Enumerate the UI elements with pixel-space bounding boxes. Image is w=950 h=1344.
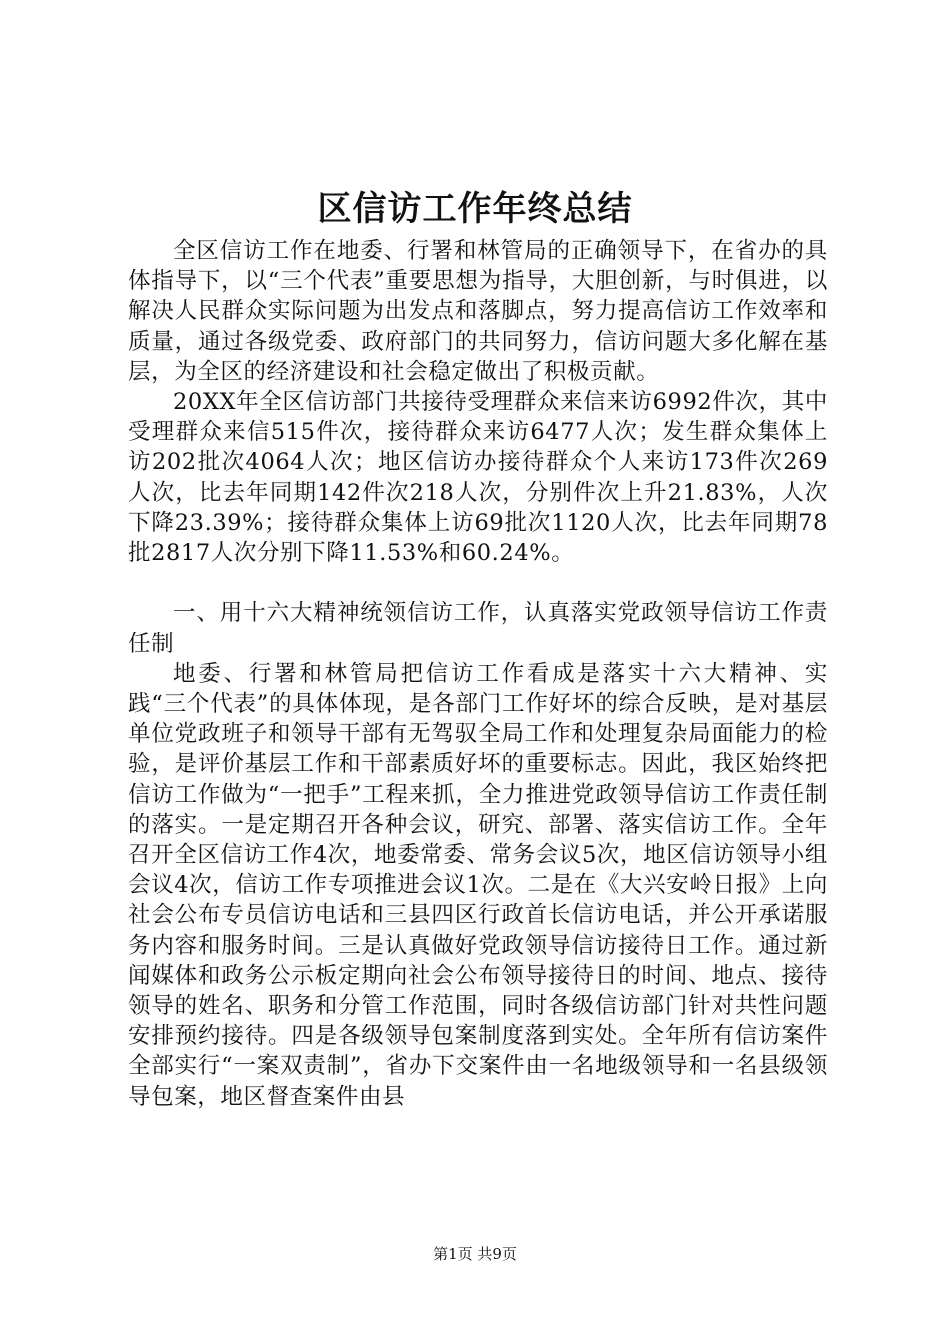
page-footer: 第1页 共9页	[433, 1245, 517, 1263]
paragraph-statistics: 20XX年全区信访部门共接待受理群众来信来访6992件次，其中受理群众来信515件次，接待群众来访6477人次；发生群众集体上访202批次4064人次；地区信访办接待群众个人来访173件次269人次，比去年同期142件次218人次，分别件次上升21.83%，人次下降23.39%；接待群众集体上访69批次1120人次，比去年同期78批2817人次分别下降11.53%和60.24%。	[128, 389, 828, 567]
paragraph-section-1: 地委、行署和林管局把信访工作看成是落实十六大精神、实践“三个代表”的具体体现，是各部门工作好坏的综合反映，是对基层单位党政班子和领导干部有无驾驭全局工作和处理复杂局面能力的检验，是评价基层工作和干部素质好坏的重要标志。因此，我区始终把信访工作做为“一把手”工程来抓，全力推进党政领导信访工作责任制的落实。一是定期召开各种会议，研究、部署、落实信访工作。全年召开全区信访工作4次，地委常委、常务会议5次，地区信访领导小组会议4次，信访工作专项推进会议1次。二是在《大兴安岭日报》上向社会公布专员信访电话和三县四区行政首长信访电话，并公开承诺服务内容和服务时间。三是认真做好党政领导信访接待日工作。通过新闻媒体和政务公示板定期向社会公布领导接待日的时间、地点、接待领导的姓名、职务和分管工作范围，同时各级信访部门针对共性问题安排预约接待。四是各级领导包案制度落到实处。全年所有信访案件全部实行“一案双责制”，省办下交案件由一名地级领导和一名县级领导包案，地区督查案件由县	[128, 660, 828, 1110]
paragraph-intro: 全区信访工作在地委、行署和林管局的正确领导下，在省办的具体指导下，以“三个代表”重要思想为指导，大胆创新，与时俱进，以解决人民群众实际问题为出发点和落脚点，努力提高信访工作效率和质量，通过各级党委、政府部门的共同努力，信访问题大多化解在基层，为全区的经济建设和社会稳定做出了积极贡献。	[128, 238, 828, 385]
section-heading-1: 一、用十六大精神统领信访工作，认真落实党政领导信访工作责任制	[128, 600, 828, 657]
document-title: 区信访工作年终总结	[317, 189, 633, 229]
document-body	[128, 236, 828, 1112]
paragraph-spacer	[128, 568, 828, 598]
